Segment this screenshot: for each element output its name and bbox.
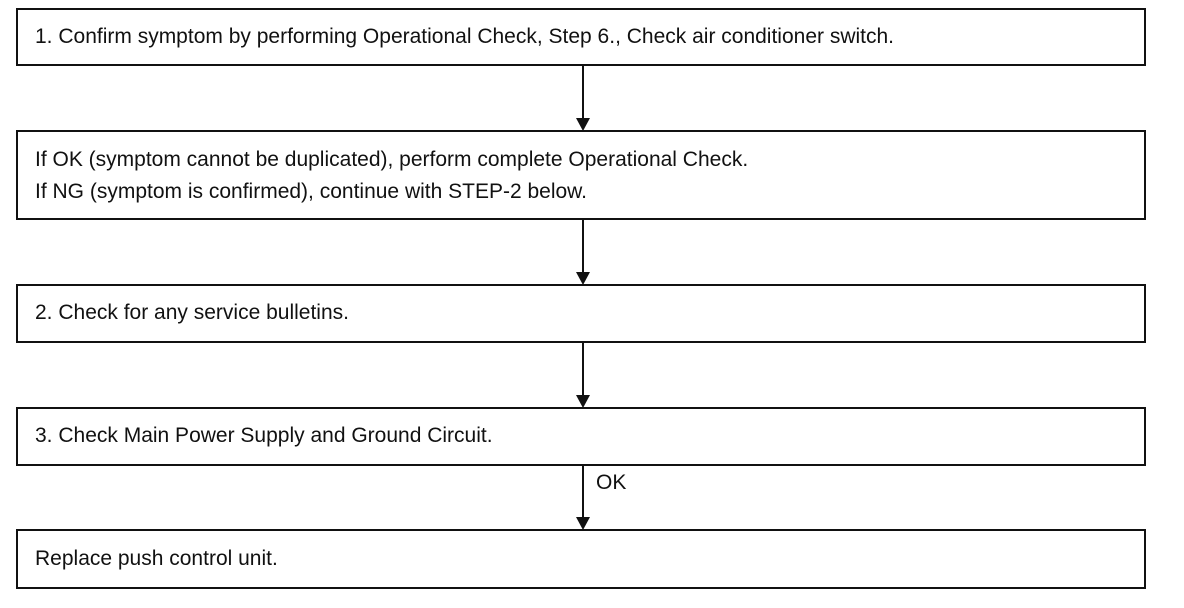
- arrow-3-to-4: [576, 343, 590, 408]
- arrow-1-to-2: [576, 66, 590, 131]
- arrow-2-to-3: [576, 220, 590, 285]
- step-1-text: 1. Confirm symptom by performing Operational Check, Step 6., Check air conditioner switch.: [35, 25, 895, 48]
- ok-edge-label: OK: [596, 471, 627, 494]
- arrow-4-to-5: [576, 466, 590, 530]
- final-action-text: Replace push control unit.: [35, 547, 278, 570]
- result-ng-text: If NG (symptom is confirmed), continue with STEP-2 below.: [35, 180, 588, 203]
- result-ok-text: If OK (symptom cannot be duplicated), perform complete Operational Check.: [35, 148, 749, 171]
- step-2-text: 2. Check for any service bulletins.: [35, 301, 349, 324]
- step-3-text: 3. Check Main Power Supply and Ground Circuit.: [35, 424, 493, 447]
